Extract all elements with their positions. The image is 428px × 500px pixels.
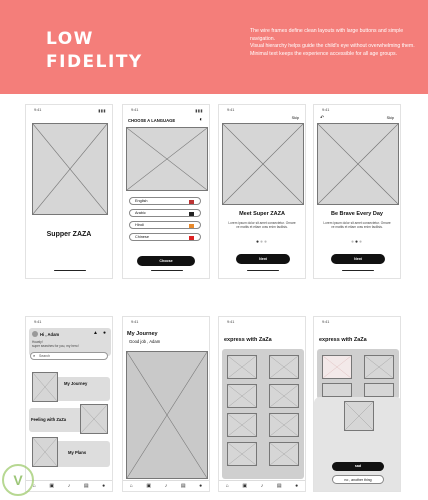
status-time: 9:41 [227,108,235,112]
chart-icon[interactable]: ▤ [276,483,282,489]
home-indicator [151,270,183,272]
emotion-card-selected[interactable] [322,355,352,379]
watermark-logo: V [2,464,34,496]
home-icon[interactable]: ⌂ [225,483,229,489]
emotion-card[interactable] [269,355,299,379]
language-label: Chinese [135,235,149,239]
language-option-chinese[interactable] [129,233,201,241]
image-placeholder [32,437,58,467]
profile-icon[interactable]: ● [199,483,203,489]
screen-onboarding-brave [313,104,401,279]
image-placeholder [126,127,208,191]
skip-link[interactable]: Skip [386,116,394,120]
app-name: Supper ZAZA [46,231,92,238]
mic-icon[interactable]: ♪ [260,483,264,489]
status-time: 9:41 [34,320,42,324]
chart-icon[interactable]: ▤ [83,483,89,489]
onboarding-heading: Meet Super ZAZA [239,211,285,217]
status-bar [219,317,305,326]
express-title: express with ZaZa [224,337,272,343]
language-label: English [135,199,148,203]
home-indicator [247,270,279,272]
mic-icon[interactable]: ♪ [67,483,71,489]
next-button[interactable]: Next [236,254,290,264]
emotion-card[interactable] [269,413,299,437]
home-indicator [54,270,86,272]
status-bar [26,105,112,114]
express-title: express with ZaZa [319,337,367,343]
us-flag-icon [189,200,194,204]
bottom-nav [26,480,112,491]
onboarding-heading: Be Brave Every Day [331,211,383,217]
screen-choose-language [122,104,210,279]
confirm-emotion-button[interactable]: sad [332,462,384,471]
search-icon: ⌕ [33,353,36,358]
search-input[interactable] [30,352,108,360]
status-bar [26,317,112,326]
image-placeholder [222,123,304,205]
screen-splash [25,104,113,279]
home-indicator [342,270,374,272]
header-banner [0,0,428,94]
game-icon[interactable]: ▣ [49,483,55,489]
title-line-2: FIDELITY [46,52,143,72]
greeting-subtitle-2: super searches for you, my hero! [32,344,79,348]
game-icon[interactable]: ▣ [242,483,248,489]
emotion-card[interactable] [227,355,257,379]
journey-subtitle: Good job , Adam [129,339,161,344]
screen-express-grid [218,316,306,492]
emotion-card[interactable] [227,413,257,437]
onboarding-body: Lorem ipsum dolor sit amet consectetur. Ornare ve mattis et etiam cras enim facilisis. [228,221,296,230]
screen-onboarding-meet [218,104,306,279]
india-flag-icon [189,224,194,228]
selected-emotion-image [344,401,374,431]
onboarding-body: Lorem ipsum dolor sit amet consectetur. Ornare ve mattis et etiam cras enim facilisis. [323,221,391,230]
china-flag-icon [189,236,194,240]
bottom-nav [123,480,209,491]
page-title [46,28,143,74]
title-line-1: LOW [46,29,94,49]
card-label-my-journey: My Journey [64,381,88,386]
emotion-card[interactable] [364,355,394,379]
bottom-nav [219,480,305,491]
settings-icon[interactable]: ● [102,330,106,336]
card-label-feeling: Feeling with ZaZa [31,417,67,422]
signal-icon: ▮▮▮ [98,109,106,113]
image-placeholder [80,404,108,434]
emotion-card[interactable] [269,384,299,408]
signal-icon: ▮▮▮ [195,109,203,113]
globe-icon[interactable]: ◐ [199,117,203,123]
flag-icon [189,212,194,216]
screen-home [25,316,113,492]
home-icon[interactable]: ⌂ [32,483,36,489]
status-time: 9:41 [322,108,330,112]
search-placeholder: Search [39,354,51,358]
emotion-card[interactable] [227,384,257,408]
status-bar [123,317,209,326]
status-time: 9:41 [131,108,139,112]
emotion-card[interactable] [322,383,352,397]
mic-icon[interactable]: ♪ [164,483,168,489]
language-label: Arabic [135,211,146,215]
game-icon[interactable]: ▣ [146,483,152,489]
language-label: Hindi [135,223,144,227]
another-thing-button[interactable]: no , another thing [332,475,384,484]
emotion-card[interactable] [269,442,299,466]
emotion-card[interactable] [364,383,394,397]
status-time: 9:41 [227,320,235,324]
image-placeholder [317,123,399,205]
notification-icon[interactable]: ▲ [93,330,98,336]
status-bar [219,105,305,114]
profile-icon[interactable]: ● [102,483,106,489]
screen-my-journey [122,316,210,492]
status-time: 9:41 [322,320,330,324]
screen-express-modal [313,316,401,492]
avatar[interactable] [32,331,38,337]
language-option-arabic[interactable] [129,209,201,217]
desc-line-3: Minimal text keeps the experience accessible for all age groups. [250,50,398,57]
status-time: 9:41 [131,320,139,324]
page-indicator: ●●● [255,239,269,245]
image-placeholder [32,372,58,402]
greeting-subtitle-1: Howdy! [32,340,43,344]
language-title: CHOOSE A LANGUAGE [128,118,176,123]
choose-button[interactable]: Choose [137,256,195,266]
journey-title: My Journey [127,331,158,337]
emotion-card[interactable] [227,442,257,466]
next-button[interactable]: Next [331,254,385,264]
greeting-text: Hi , Adam [40,332,60,337]
card-label-my-plans: My Plans [68,450,87,455]
status-bar [314,317,400,326]
skip-link[interactable]: Skip [291,116,299,120]
chart-icon[interactable]: ▤ [180,483,186,489]
page-indicator: ●●● [350,239,364,245]
desc-line-2: Visual hierarchy helps guide the child's eye without overwhelming them. [250,43,415,50]
language-option-english[interactable] [129,197,201,205]
language-option-hindi[interactable] [129,221,201,229]
status-bar [123,105,209,114]
home-icon[interactable]: ⌂ [129,483,133,489]
description [250,28,426,58]
profile-icon[interactable]: ● [295,483,299,489]
status-time: 9:41 [34,108,42,112]
desc-line-1: The wire frames define clean layouts with large buttons and simple navigation. [250,28,404,42]
image-placeholder [32,123,108,215]
image-placeholder [126,351,208,479]
status-bar [314,105,400,114]
back-icon[interactable]: ↶ [320,115,325,121]
